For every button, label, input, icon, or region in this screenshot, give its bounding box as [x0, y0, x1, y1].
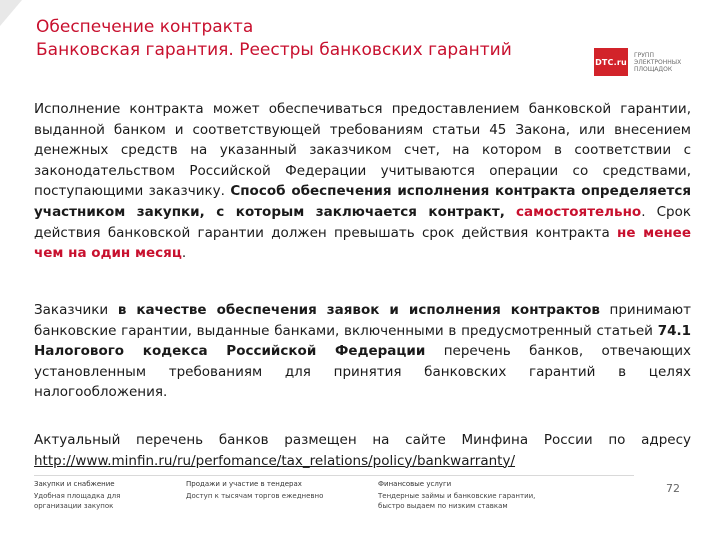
company-logo: [594, 48, 681, 76]
footer-sales: Продажи и участие в тендерах Доступ к тысячам торгов ежедневно: [186, 480, 324, 500]
paragraph-bank-guarantees: Заказчики в качестве обеспечения заявок и исполнения контрактов принимают банковские гарантии, выданные банками, включенными в предусмотренный статьей 74.1 Налогового кодекса Российской Федерации перечень банков, отвечающих установленным требованиям для принятия банковских гарантий в целях налогообложения.: [34, 302, 692, 401]
slide-title: Обеспечение контракта: [36, 17, 254, 37]
slide-header: [36, 16, 512, 62]
logo-mark: DTC.ru: [594, 48, 628, 76]
footer-divider: [34, 475, 634, 476]
minfin-link[interactable]: http://www.minfin.ru/ru/perfomance/tax_relations/policy/bankwarranty/: [34, 452, 516, 469]
footer-finance: Финансовые услуги Тендерные займы и банковские гарантии, быстро выдаем по низким ставкам: [378, 480, 536, 510]
logo-text: ГРУПП ЭЛЕКТРОННЫХ ПЛОЩАДОК: [634, 51, 682, 73]
page-number: 72: [666, 482, 680, 495]
paragraph-bank-list: Актуальный перечень банков размещен на сайте Минфина России по адресу http://www.minfin.ru/ru/perfomance/tax_relations/policy/bankwarranty/: [34, 432, 691, 469]
slide-subtitle: Банковская гарантия. Реестры банковских гарантий: [36, 40, 512, 60]
paragraph-contract-security: Исполнение контракта может обеспечиваться предоставлением банковской гарантии, выданной банком и соответствующей требованиям статьи 45 Закона, или внесением денежных средств на указанный заказчиком счет, на котором в соответствии с законодательством Российской Федерации учитываются операции со средствами, поступающими заказчику. Способ обеспечения исполнения контракта определяется участником закупки, с которым заключается контракт, самостоятельно. Срок действия банковской гарантии должен превышать срок действия контракта не менее чем на один месяц.: [34, 101, 692, 262]
footer-procurement: Закупки и снабжение Удобная площадка для организации закупок: [34, 480, 121, 510]
corner-decoration: [0, 0, 22, 26]
